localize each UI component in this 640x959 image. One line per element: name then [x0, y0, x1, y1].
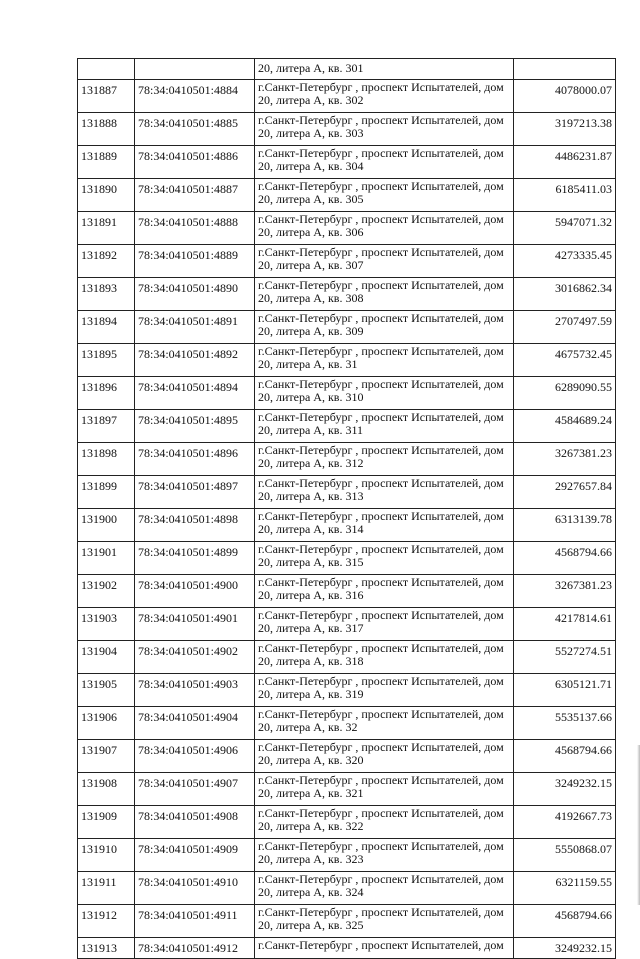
address-cell	[255, 377, 514, 410]
value-cell: 4568794.66	[514, 905, 616, 938]
address-cell	[255, 905, 514, 938]
table-row	[78, 80, 616, 113]
address-line-1: г.Санкт-Петербург , проспект Испытателей, дом	[258, 542, 504, 556]
address-line-1: г.Санкт-Петербург , проспект Испытателей, дом	[258, 575, 504, 589]
value-cell: 6313139.78	[514, 509, 616, 542]
address-line-1: г.Санкт-Петербург , проспект Испытателей, дом	[258, 443, 504, 457]
address-cell	[255, 641, 514, 674]
address-line-2: 20, литера А, кв. 317	[258, 621, 364, 635]
table-row	[78, 641, 616, 674]
address-cell	[255, 410, 514, 443]
address-line-1: г.Санкт-Петербург , проспект Испытателей, дом	[258, 80, 504, 94]
address-cell	[255, 311, 514, 344]
address-line-2: 20, литера А, кв. 310	[258, 390, 364, 404]
address-cell	[255, 575, 514, 608]
address-line-1: г.Санкт-Петербург , проспект Испытателей, дом	[258, 938, 504, 952]
cadastral-number-cell: 78:34:0410501:4897	[135, 476, 255, 509]
address-line-1: г.Санкт-Петербург , проспект Испытателей, дом	[258, 740, 504, 754]
row-number-cell: 131891	[78, 212, 135, 245]
address-line-1: г.Санкт-Петербург , проспект Испытателей, дом	[258, 707, 504, 721]
address-line-2: 20, литера А, кв. 325	[258, 918, 364, 932]
address-line-1: г.Санкт-Петербург , проспект Испытателей, дом	[258, 113, 504, 127]
address-line-2: 20, литера А, кв. 318	[258, 654, 364, 668]
address-line-1: г.Санкт-Петербург , проспект Испытателей, дом	[258, 476, 504, 490]
cadastral-number-cell: 78:34:0410501:4885	[135, 113, 255, 146]
table-row	[78, 410, 616, 443]
table-row	[78, 773, 616, 806]
address-line-2: 20, литера А, кв. 305	[258, 192, 364, 206]
value-cell: 6185411.03	[514, 179, 616, 212]
address-line-1: г.Санкт-Петербург , проспект Испытателей, дом	[258, 509, 504, 523]
row-number-cell: 131895	[78, 344, 135, 377]
table-row	[78, 839, 616, 872]
value-cell: 6305121.71	[514, 674, 616, 707]
row-number-cell: 131890	[78, 179, 135, 212]
value-cell: 5550868.07	[514, 839, 616, 872]
address-cell	[255, 443, 514, 476]
table-row	[78, 179, 616, 212]
value-cell: 5535137.66	[514, 707, 616, 740]
address-cell	[255, 80, 514, 113]
value-cell: 2707497.59	[514, 311, 616, 344]
table-row	[78, 509, 616, 542]
address-line-1: г.Санкт-Петербург , проспект Испытателей, дом	[258, 311, 504, 325]
address-cell	[255, 344, 514, 377]
address-line-1: г.Санкт-Петербург , проспект Испытателей, дом	[258, 212, 504, 226]
row-number-cell: 131900	[78, 509, 135, 542]
address-line-2: 20, литера А, кв. 307	[258, 258, 364, 272]
row-number-cell: 131911	[78, 872, 135, 905]
cadastral-number-cell: 78:34:0410501:4886	[135, 146, 255, 179]
cadastral-number-cell: 78:34:0410501:4910	[135, 872, 255, 905]
address-line-1: г.Санкт-Петербург , проспект Испытателей, дом	[258, 344, 504, 358]
address-line-2: 20, литера А, кв. 306	[258, 225, 364, 239]
value-cell: 6289090.55	[514, 377, 616, 410]
value-cell: 3267381.23	[514, 575, 616, 608]
row-number-cell: 131893	[78, 278, 135, 311]
value-cell: 4273335.45	[514, 245, 616, 278]
address-line-2: 20, литера А, кв. 320	[258, 753, 364, 767]
cadastral-number-cell: 78:34:0410501:4898	[135, 509, 255, 542]
address-line-1: г.Санкт-Петербург , проспект Испытателей, дом	[258, 839, 504, 853]
table-row	[78, 146, 616, 179]
row-number-cell: 131909	[78, 806, 135, 839]
address-cell	[255, 245, 514, 278]
value-cell: 4568794.66	[514, 542, 616, 575]
address-line-2: 20, литера А, кв. 313	[258, 489, 364, 503]
value-cell: 3249232.15	[514, 938, 616, 959]
value-cell: 5947071.32	[514, 212, 616, 245]
address-cell	[255, 674, 514, 707]
row-number-cell: 131898	[78, 443, 135, 476]
row-number-cell: 131896	[78, 377, 135, 410]
table-row	[78, 278, 616, 311]
address-line-1: г.Санкт-Петербург , проспект Испытателей, дом	[258, 278, 504, 292]
cadastral-number-cell: 78:34:0410501:4903	[135, 674, 255, 707]
address-line-2: 20, литера А, кв. 311	[258, 423, 364, 437]
table-row	[78, 542, 616, 575]
address-cell	[255, 278, 514, 311]
address-line-1: г.Санкт-Петербург , проспект Испытателей, дом	[258, 872, 504, 886]
row-number-cell: 131902	[78, 575, 135, 608]
address-line-2: 20, литера А, кв. 304	[258, 159, 364, 173]
value-cell: 3016862.34	[514, 278, 616, 311]
cadastral-number-cell: 78:34:0410501:4896	[135, 443, 255, 476]
address-cell	[255, 608, 514, 641]
row-number-cell: 131901	[78, 542, 135, 575]
value-cell	[514, 59, 616, 80]
cadastral-number-cell: 78:34:0410501:4908	[135, 806, 255, 839]
address-cell	[255, 740, 514, 773]
row-number-cell: 131906	[78, 707, 135, 740]
address-line-2: 20, литера А, кв. 316	[258, 588, 364, 602]
value-cell: 3249232.15	[514, 773, 616, 806]
row-number-cell: 131897	[78, 410, 135, 443]
table-row-continuation	[78, 59, 616, 80]
address-line-2: 20, литера А, кв. 323	[258, 852, 364, 866]
cadastral-number-cell: 78:34:0410501:4888	[135, 212, 255, 245]
value-cell: 3197213.38	[514, 113, 616, 146]
value-cell: 4192667.73	[514, 806, 616, 839]
row-number-cell: 131904	[78, 641, 135, 674]
cadastral-number-cell: 78:34:0410501:4894	[135, 377, 255, 410]
cadastral-number-cell: 78:34:0410501:4904	[135, 707, 255, 740]
address-line-1: г.Санкт-Петербург , проспект Испытателей, дом	[258, 146, 504, 160]
cadastral-number-cell: 78:34:0410501:4884	[135, 80, 255, 113]
value-cell: 2927657.84	[514, 476, 616, 509]
address-cell	[255, 938, 514, 959]
row-number-cell: 131907	[78, 740, 135, 773]
address-line-1: г.Санкт-Петербург , проспект Испытателей, дом	[258, 773, 504, 787]
address-cell	[255, 872, 514, 905]
row-number-cell: 131889	[78, 146, 135, 179]
table-row	[78, 707, 616, 740]
table-row	[78, 476, 616, 509]
address-cell	[255, 542, 514, 575]
address-line-2: 20, литера А, кв. 322	[258, 819, 364, 833]
value-cell: 4584689.24	[514, 410, 616, 443]
address-line-1: г.Санкт-Петербург , проспект Испытателей, дом	[258, 245, 504, 259]
address-line-2: 20, литера А, кв. 302	[258, 93, 364, 107]
address-line-1: г.Санкт-Петербург , проспект Испытателей, дом	[258, 641, 504, 655]
table-row	[78, 872, 616, 905]
cadastral-number-cell: 78:34:0410501:4895	[135, 410, 255, 443]
address-line-1: г.Санкт-Петербург , проспект Испытателей, дом	[258, 608, 504, 622]
table-row	[78, 113, 616, 146]
row-number-cell: 131894	[78, 311, 135, 344]
row-number-cell	[78, 59, 135, 80]
row-number-cell: 131899	[78, 476, 135, 509]
cadastral-number-cell: 78:34:0410501:4887	[135, 179, 255, 212]
address-line-2: 20, литера А, кв. 321	[258, 786, 364, 800]
address-cell	[255, 146, 514, 179]
address-line-2: 20, литера А, кв. 301	[258, 61, 364, 75]
value-cell: 4078000.07	[514, 80, 616, 113]
table-row	[78, 212, 616, 245]
table-row	[78, 377, 616, 410]
cadastral-number-cell: 78:34:0410501:4912	[135, 938, 255, 959]
address-line-2: 20, литера А, кв. 308	[258, 291, 364, 305]
cadastral-number-cell: 78:34:0410501:4900	[135, 575, 255, 608]
value-cell: 3267381.23	[514, 443, 616, 476]
address-line-2: 20, литера А, кв. 31	[258, 357, 358, 371]
row-number-cell: 131887	[78, 80, 135, 113]
address-line-2: 20, литера А, кв. 319	[258, 687, 364, 701]
address-line-1: г.Санкт-Петербург , проспект Испытателей, дом	[258, 674, 504, 688]
address-line-2: 20, литера А, кв. 32	[258, 720, 358, 734]
row-number-cell: 131913	[78, 938, 135, 959]
row-number-cell: 131892	[78, 245, 135, 278]
address-line-1: г.Санкт-Петербург , проспект Испытателей, дом	[258, 905, 504, 919]
row-number-cell: 131905	[78, 674, 135, 707]
value-cell: 4675732.45	[514, 344, 616, 377]
property-registry-table	[77, 58, 616, 959]
table-row	[78, 905, 616, 938]
cadastral-number-cell: 78:34:0410501:4889	[135, 245, 255, 278]
address-cell	[255, 707, 514, 740]
address-cell	[255, 509, 514, 542]
address-cell	[255, 179, 514, 212]
address-cell	[255, 113, 514, 146]
cadastral-number-cell: 78:34:0410501:4892	[135, 344, 255, 377]
address-line-2: 20, литера А, кв. 324	[258, 885, 364, 899]
table-row	[78, 740, 616, 773]
address-line-2: 20, литера А, кв. 314	[258, 522, 364, 536]
value-cell: 5527274.51	[514, 641, 616, 674]
table-row	[78, 344, 616, 377]
value-cell: 6321159.55	[514, 872, 616, 905]
cadastral-number-cell: 78:34:0410501:4907	[135, 773, 255, 806]
table-row	[78, 806, 616, 839]
table-row	[78, 608, 616, 641]
cadastral-number-cell: 78:34:0410501:4902	[135, 641, 255, 674]
address-cell	[255, 839, 514, 872]
cadastral-number-cell: 78:34:0410501:4891	[135, 311, 255, 344]
address-line-1: г.Санкт-Петербург , проспект Испытателей, дом	[258, 179, 504, 193]
row-number-cell: 131888	[78, 113, 135, 146]
row-number-cell: 131912	[78, 905, 135, 938]
address-cell	[255, 476, 514, 509]
address-cell	[255, 59, 514, 80]
table-row	[78, 575, 616, 608]
table-row	[78, 443, 616, 476]
address-line-2: 20, литера А, кв. 303	[258, 126, 364, 140]
address-line-2: 20, литера А, кв. 312	[258, 456, 364, 470]
value-cell: 4217814.61	[514, 608, 616, 641]
table-row	[78, 938, 616, 959]
row-number-cell: 131903	[78, 608, 135, 641]
address-line-2: 20, литера А, кв. 309	[258, 324, 364, 338]
table-row	[78, 245, 616, 278]
address-line-2: 20, литера А, кв. 315	[258, 555, 364, 569]
table-row	[78, 674, 616, 707]
address-line-1: г.Санкт-Петербург , проспект Испытателей, дом	[258, 377, 504, 391]
cadastral-number-cell	[135, 59, 255, 80]
address-cell	[255, 212, 514, 245]
value-cell: 4486231.87	[514, 146, 616, 179]
table-row	[78, 311, 616, 344]
cadastral-number-cell: 78:34:0410501:4899	[135, 542, 255, 575]
cadastral-number-cell: 78:34:0410501:4901	[135, 608, 255, 641]
address-line-1: г.Санкт-Петербург , проспект Испытателей, дом	[258, 806, 504, 820]
cadastral-number-cell: 78:34:0410501:4906	[135, 740, 255, 773]
value-cell: 4568794.66	[514, 740, 616, 773]
cadastral-number-cell: 78:34:0410501:4890	[135, 278, 255, 311]
cadastral-number-cell: 78:34:0410501:4909	[135, 839, 255, 872]
row-number-cell: 131910	[78, 839, 135, 872]
address-cell	[255, 806, 514, 839]
address-cell	[255, 773, 514, 806]
row-number-cell: 131908	[78, 773, 135, 806]
cadastral-number-cell: 78:34:0410501:4911	[135, 905, 255, 938]
address-line-1: г.Санкт-Петербург , проспект Испытателей, дом	[258, 410, 504, 424]
